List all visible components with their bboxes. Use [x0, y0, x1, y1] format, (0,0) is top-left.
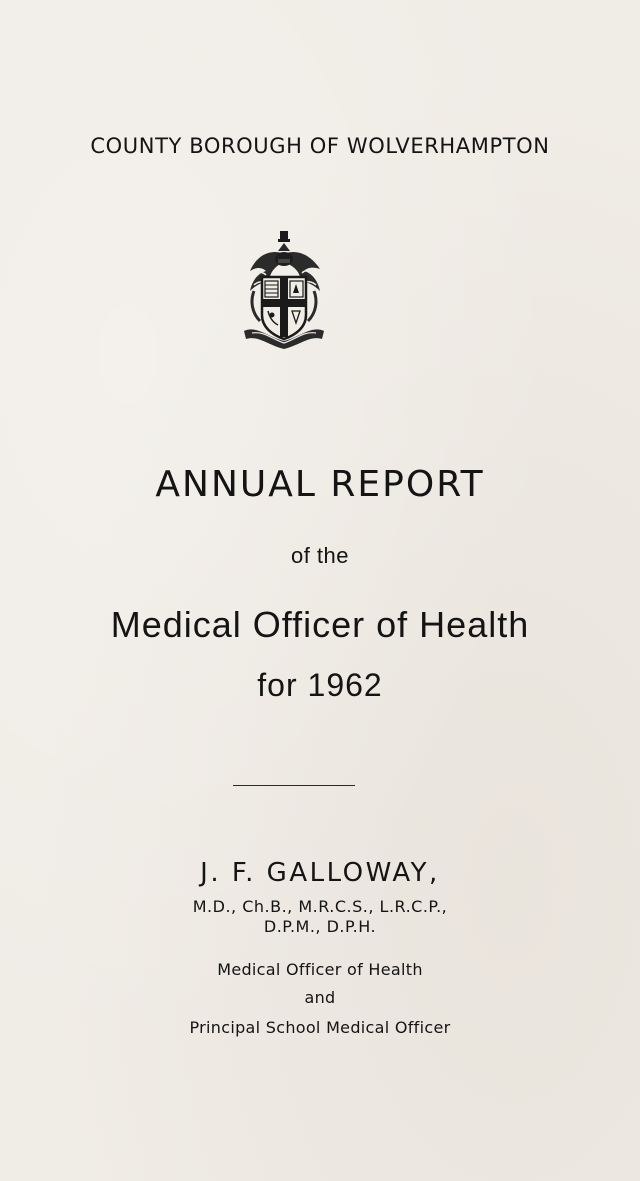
issuing-authority: COUNTY BOROUGH OF WOLVERHAMPTON — [90, 134, 550, 158]
report-title-connector: of the — [290, 543, 350, 568]
divider-rule — [233, 785, 355, 786]
author-qualifications-line-1: M.D., Ch.B., M.R.C.S., L.R.C.P., — [192, 897, 448, 916]
borough-coat-of-arms-icon — [238, 227, 330, 357]
author-role-line-2: and — [304, 988, 336, 1007]
author-role-line-1: Medical Officer of Health — [217, 960, 423, 979]
author-role-line-3: Principal School Medical Officer — [189, 1018, 451, 1037]
report-year: for 1962 — [257, 667, 383, 703]
author-name: J. F. GALLOWAY, — [200, 858, 440, 888]
report-officer-title: Medical Officer of Health — [110, 604, 530, 645]
author-qualifications-line-2: D.P.M., D.P.H. — [263, 917, 377, 936]
report-title: ANNUAL REPORT — [155, 464, 485, 505]
